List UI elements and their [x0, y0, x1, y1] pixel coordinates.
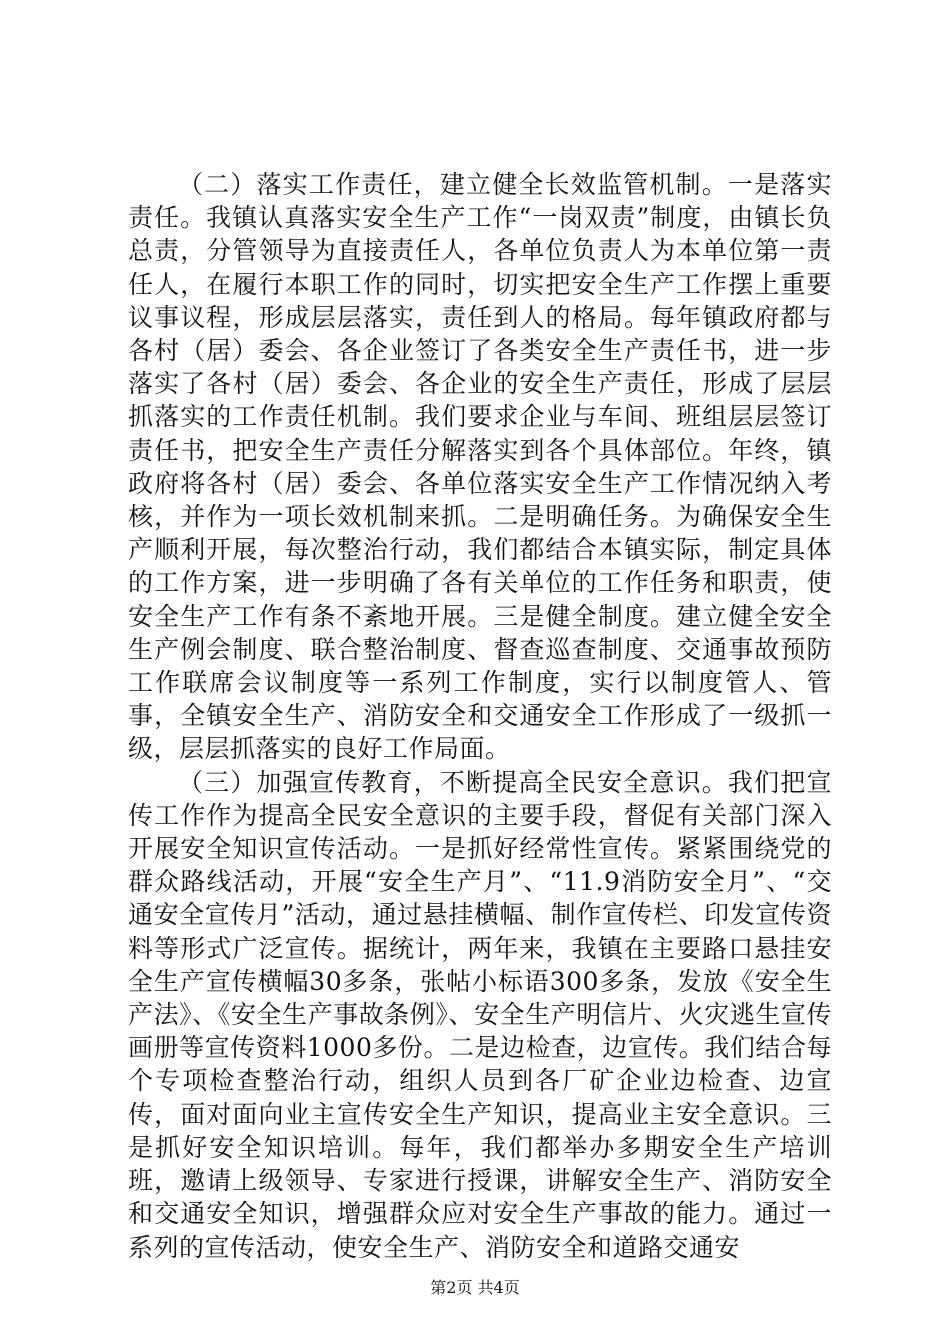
paragraph-responsibility: （二）落实工作责任，建立健全长效监管机制。一是落实责任。我镇认真落实安全生产工作“一岗双责”制度，由镇长负总责，分管领导为直接责任人，各单位负责人为本单位第一责任人，在履行本职工作的同时，切实把安全生产工作摆上重要议事议程，形成层层落实，责任到人的格局。每年镇政府都与各村（居）委会、各企业签订了各类安全生产责任书，进一步落实了各村（居）委会、各企业的安全生产责任，形成了层层抓落实的工作责任机制。我们要求企业与车间、班组层层签订责任书，把安全生产责任分解落实到各个具体部位。年终，镇政府将各村（居）委会、各单位落实安全生产工作情况纳入考核，并作为一项长效机制来抓。二是明确任务。为确保安全生产顺利开展，每次整治行动，我们都结合本镇实际，制定具体的工作方案，进一步明确了各有关单位的工作任务和职责，使安全生产工作有条不紊地开展。三是健全制度。建立健全安全生产例会制度、联合整治制度、督查巡查制度、交通事故预防工作联席会议制度等一系列工作制度，实行以制度管人、管事，全镇安全生产、消防安全和交通安全工作形成了一级抓一级，层层抓落实的良好工作局面。 — [128, 170, 832, 764]
document-body — [128, 168, 832, 1264]
page-number-footer: 第2页 共4页 — [430, 1278, 520, 1297]
paragraph-publicity: （三）加强宣传教育，不断提高全民安全意识。我们把宣传工作作为提高全民安全意识的主要手段，督促有关部门深入开展安全知识宣传活动。一是抓好经常性宣传。紧紧围绕党的群众路线活动，开展“安全生产月”、“11.9消防安全月”、“交通安全宣传月”活动，通过悬挂横幅、制作宣传栏、印发宣传资料等形式广泛宣传。据统计，两年来，我镇在主要路口悬挂安全生产宣传横幅30多条，张帖小标语300多条，发放《安全生产法》、《安全生产事故条例》、安全生产明信片、火灾逃生宣传画册等宣传资料1000多份。二是边检查，边宣传。我们结合每个专项检查整治行动，组织人员到各厂矿企业边检查、边宣传，面对面向业主宣传安全生产知识，提高业主安全意识。三是抓好安全知识培训。每年，我们都举办多期安全生产培训班，邀请上级领导、专家进行授课，讲解安全生产、消防安全和交通安全知识，增强群众应对安全生产事故的能力。通过一系列的宣传活动，使安全生产、消防安全和道路交通安 — [128, 767, 832, 1262]
